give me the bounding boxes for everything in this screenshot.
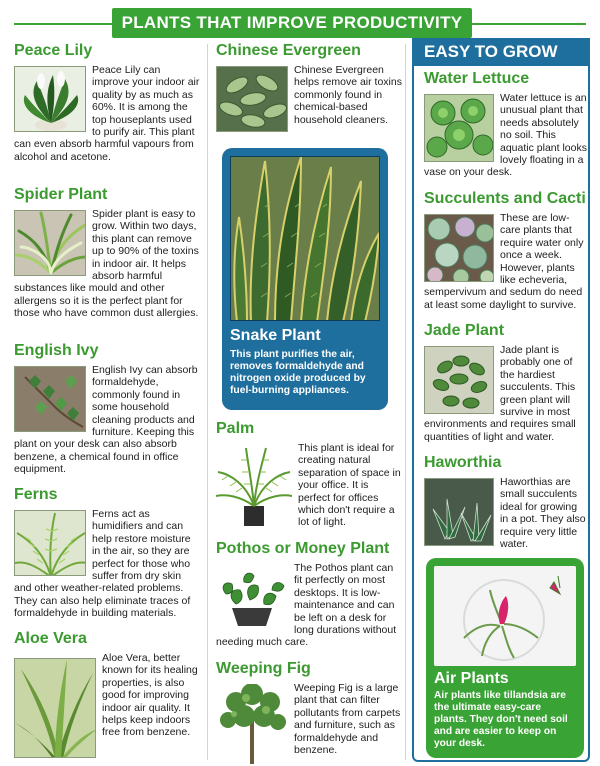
plant-spider-plant xyxy=(14,186,200,320)
plant-aloe-vera xyxy=(14,630,200,760)
plant-ferns xyxy=(14,486,200,620)
snake-plant-title: Snake Plant xyxy=(230,327,321,344)
plant-description: Chinese Evergreen helps remove air toxins commonly found in chemical-based household cleaners. xyxy=(294,64,402,126)
column-divider xyxy=(405,44,406,760)
chinese-evergreen-image xyxy=(216,66,288,132)
snake-plant-description: This plant purifies the air, removes formaldehyde and nitrogen oxide produced by fuel-burning appliances. xyxy=(230,349,366,396)
air-plants-description: Air plants like tillandsia are the ultimate easy-care plants. They don't need soil and are easier to keep on your desk. xyxy=(434,690,568,749)
plant-title: Jade Plant xyxy=(424,322,505,339)
plant-title: Pothos or Money Plant xyxy=(216,540,390,557)
plant-title: Succulents and Cacti xyxy=(424,190,586,207)
air-plants-title: Air Plants xyxy=(434,670,509,687)
pothos-image xyxy=(216,564,288,628)
air-plants-feature xyxy=(426,558,584,758)
palm-image xyxy=(216,444,292,528)
plant-description: Jade plant is probably one of the hardiest succulents. This green plant will survive in most environments and requires small quantities of light and water. xyxy=(424,344,576,443)
english-ivy-image xyxy=(14,366,86,432)
plant-weeping-fig xyxy=(216,660,402,766)
weeping-fig-image xyxy=(216,684,288,764)
plant-title: Aloe Vera xyxy=(14,630,87,647)
plant-chinese-evergreen xyxy=(216,42,402,134)
plant-description: Weeping Fig is a large plant that can filter pollutants from carpets and furniture, such as formaldehyde and benzene. xyxy=(294,682,401,757)
peace-lily-image xyxy=(14,66,86,132)
plant-description: These are low-care plants that require water only once a week. However, plants like echeveria, sempervivum and sedum do need at least some daylight to survive. xyxy=(424,212,584,311)
plant-description: Haworthias are small succulents ideal for growing in a pot. They also require very little water. xyxy=(500,476,586,551)
plant-palm xyxy=(216,420,402,530)
plant-title: Peace Lily xyxy=(14,42,93,59)
succulents-image xyxy=(424,214,494,282)
plant-haworthia xyxy=(424,454,588,550)
plant-description: Spider plant is easy to grow. Within two days, this plant can remove up to 90% of the toxins in indoor air. It helps absorb harmful substances like mould and other allergens so it is the perfect plant for those who have common dust allergies. xyxy=(14,208,199,320)
plant-title: Spider Plant xyxy=(14,186,108,203)
plant-title: Ferns xyxy=(14,486,58,503)
plant-title: Weeping Fig xyxy=(216,660,311,677)
ferns-image xyxy=(14,510,86,576)
page-title: PLANTS THAT IMPROVE PRODUCTIVITY xyxy=(112,8,472,38)
plant-description: Water lettuce is an unusual plant that needs absolutely no soil. This aquatic plant looks lovely floating in a vase on your desk. xyxy=(424,92,587,179)
snake-plant-image xyxy=(230,156,380,321)
plant-description: Ferns act as humidifiers and can help restore moisture in the air, so they are perfect for those who suffer from dry skin and other weather-related problems. They can also help eliminate traces of formaldehyde in building materials. xyxy=(14,508,191,620)
plant-description: Peace Lily can improve your indoor air quality by as much as 60%. It is among the top houseplants used to purify air. This plant can even absorb harmful vapours from alcohol and acetone. xyxy=(14,64,200,163)
plant-succulents xyxy=(424,190,588,311)
plant-title: English Ivy xyxy=(14,342,99,359)
plant-description: Aloe Vera, better known for its healing properties, is also good for improving indoor air quality. It helps keep indoors free from benzene. xyxy=(102,652,198,739)
spider-plant-image xyxy=(14,210,86,276)
column-divider xyxy=(207,44,208,760)
plant-description: English Ivy can absorb formaldehyde, commonly found in some household cleaning products and furniture. Keeping this plant on your desk can also absorb benzene, a chemical found in office equipment. xyxy=(14,364,198,476)
plant-english-ivy xyxy=(14,342,200,476)
plant-title: Chinese Evergreen xyxy=(216,42,361,59)
plant-water-lettuce xyxy=(424,70,588,179)
water-lettuce-image xyxy=(424,94,494,162)
plant-peace-lily xyxy=(14,42,200,163)
plant-pothos xyxy=(216,540,402,649)
plant-jade xyxy=(424,322,588,443)
plant-title: Haworthia xyxy=(424,454,502,471)
easy-to-grow-header: EASY TO GROW xyxy=(412,38,590,66)
plant-title: Water Lettuce xyxy=(424,70,530,87)
plant-title: Palm xyxy=(216,420,255,437)
plant-description: The Pothos plant can fit perfectly on most desktops. It is low-maintenance and can be left on a desk for long durations without needing much care. xyxy=(216,562,397,649)
air-plants-image xyxy=(434,566,576,666)
jade-plant-image xyxy=(424,346,494,414)
plant-description: This plant is ideal for creating natural separation of space in your office. It is perfect for offices which don't require a lot of light. xyxy=(298,442,401,529)
haworthia-image xyxy=(424,478,494,546)
snake-plant-feature xyxy=(222,148,388,410)
aloe-vera-image xyxy=(14,658,96,758)
